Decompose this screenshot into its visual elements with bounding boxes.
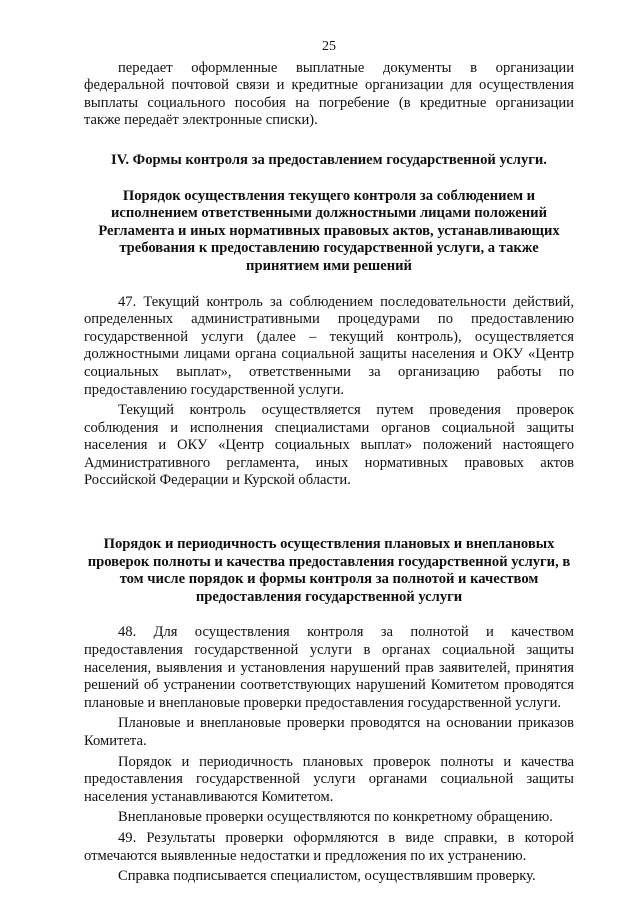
document-page: [84, 38, 574, 886]
intro-paragraph: передает оформленные выплатные документы в организации федеральной почтовой связи и кредитные организации для осуществления выплаты социального пособия на погребение (в кредитные организации также передаёт электронные списки).: [84, 59, 574, 129]
paragraph-48-orders: Плановые и внеплановые проверки проводятся на основании приказов Комитета.: [84, 715, 574, 749]
paragraph-48-periodicity: Порядок и периодичность плановых проверок полноты и качества предоставления государственной услуги органами социальной защиты населения устанавливаются Комитетом.: [84, 753, 574, 805]
paragraph-48: 48. Для осуществления контроля за полнотой и качеством предоставления государственной услуги в органах социальной защиты населения, выявления и установления нарушений прав заявителей, принятия решений об устранении соответствующих нарушений Комитетом проводятся плановые и внеплановые проверки предоставления государственной услуги.: [84, 624, 574, 711]
paragraph-47: 47. Текущий контроль за соблюдением последовательности действий, определенных административными процедурами по предоставлению государственной услуги (далее – текущий контроль), осуществляется должностными лицами органа социальной защиты населения и ОКУ «Центр социальных выплат», ответственными за организацию работы по предоставлению государственной услуги.: [84, 293, 574, 398]
page-number: 25: [322, 39, 336, 54]
paragraph-49-signature: Справка подписывается специалистом, осуществлявшим проверку.: [118, 868, 536, 885]
subsection-title-current-control: Порядок осуществления текущего контроля за соблюдением и исполнением ответственными должностными лицами положений Регламента и иных нормативных правовых актов, устанавливающих требования к предоставлению государственной услуги, а также принятием ими решений: [98, 187, 560, 274]
paragraph-47-continued: Текущий контроль осуществляется путем проведения проверок соблюдения и исполнения специалистами органов социальной защиты населения и ОКУ «Центр социальных выплат» положений настоящего Административного регламента, иных нормативных правовых актов Российской Федерации и Курской области.: [84, 402, 574, 489]
subsection-title-inspections: Порядок и периодичность осуществления плановых и внеплановых проверок полноты и качества предоставления государственной услуги, в том числе порядок и формы контроля за полнотой и качеством предоставления государственной услуги: [87, 536, 571, 605]
section-title: IV. Формы контроля за предоставлением государственной услуги.: [111, 151, 547, 168]
paragraph-48-unscheduled: Внеплановые проверки осуществляются по конкретному обращению.: [118, 809, 553, 826]
paragraph-49: 49. Результаты проверки оформляются в виде справки, в которой отмечаются выявленные недостатки и предложения по их устранению.: [84, 829, 574, 864]
